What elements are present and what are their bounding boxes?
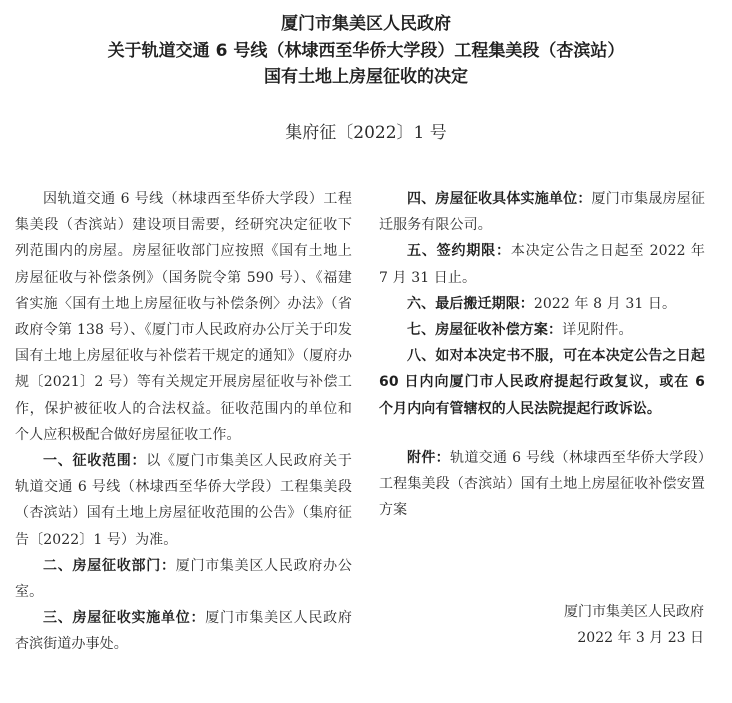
document-number: 集府征〔2022〕1 号 xyxy=(285,123,447,143)
item-7-text: 详见附件。 xyxy=(562,322,633,339)
item-3-heading: 三、房屋征收实施单位： xyxy=(43,610,206,627)
intro-paragraph: 因轨道交通 6 号线（林埭西至华侨大学段）工程集美段（杏滨站）建设项目需要，经研究决定征收下列范围内的房屋。房屋征收部门应按照《国有土地上房屋征收与补偿条例》（国务院令第 590 号）、《福建省实施〈国有土地上房屋征收与补偿条例〉办法》（省政府令第 138 号）、《厦门市人民政府办公厅关于印发国有土地上房屋征收与补偿若干规定的通知》（厦府办规〔2021〕2 号）等有关规定开展房屋征收与补偿工作，保护被征收人的合法权益。征收范围内的单位和个人应积极配合做好房屋征收工作。 xyxy=(15,191,352,443)
item-4-heading: 四、房屋征收具体实施单位： xyxy=(407,191,592,207)
item-5-heading: 五、签约期限： xyxy=(407,243,511,260)
item-5-text: 本决定公告之日起至 2022 年 7 月 31 日止。 xyxy=(379,243,705,286)
item-7-heading: 七、房屋征收补偿方案： xyxy=(407,322,563,339)
item-6-text: 2022 年 8 月 31 日。 xyxy=(533,295,677,312)
item-4-text: 厦门市集晟房屋征迁服务有限公司。 xyxy=(379,191,705,234)
title-line-3: 国有土地上房屋征收的决定 xyxy=(264,67,468,87)
item-2-paragraph xyxy=(15,553,352,605)
attachment-paragraph xyxy=(379,445,705,524)
item-7-paragraph xyxy=(379,317,705,343)
item-1-paragraph xyxy=(15,448,352,553)
item-4-paragraph xyxy=(379,186,705,238)
item-6-paragraph xyxy=(379,291,705,317)
attachment-block xyxy=(379,445,705,524)
signature-org: 厦门市集美区人民政府 xyxy=(564,604,704,620)
title-line-2: 关于轨道交通 6 号线（林埭西至华侨大学段）工程集美段（杏滨站） xyxy=(107,41,625,61)
item-1-heading: 一、征收范围： xyxy=(43,453,147,470)
item-8-paragraph: 八、如对本决定书不服，可在本决定公告之日起 60 日内向厦门市人民政府提起行政复议，或在 6 个月内向有管辖权的人民法院提起行政诉讼。 xyxy=(379,348,705,417)
left-column xyxy=(15,186,352,658)
attachment-text: 轨道交通 6 号线（林埭西至华侨大学段）工程集美段（杏滨站）国有土地上房屋征收补偿安置方案 xyxy=(379,449,705,519)
item-1-text: 以《厦门市集美区人民政府关于轨道交通 6 号线（林埭西至华侨大学段）工程集美段（杏滨站）国有土地上房屋征收范围的公告》（集府征告〔2022〕1 号）为准。 xyxy=(15,453,352,548)
right-column xyxy=(379,186,705,523)
attachment-heading: 附件： xyxy=(407,449,450,466)
item-5-paragraph xyxy=(379,238,705,290)
item-3-text: 厦门市集美区人民政府杏滨街道办事处。 xyxy=(15,610,353,653)
signature-date: 2022 年 3 月 23 日 xyxy=(577,630,704,646)
item-3-paragraph xyxy=(15,605,352,657)
item-2-heading: 二、房屋征收部门： xyxy=(43,557,176,574)
item-6-heading: 六、最后搬迁期限： xyxy=(407,295,534,312)
item-2-text: 厦门市集美区人民政府办公室。 xyxy=(15,557,352,601)
title-line-1: 厦门市集美区人民政府 xyxy=(281,14,451,34)
